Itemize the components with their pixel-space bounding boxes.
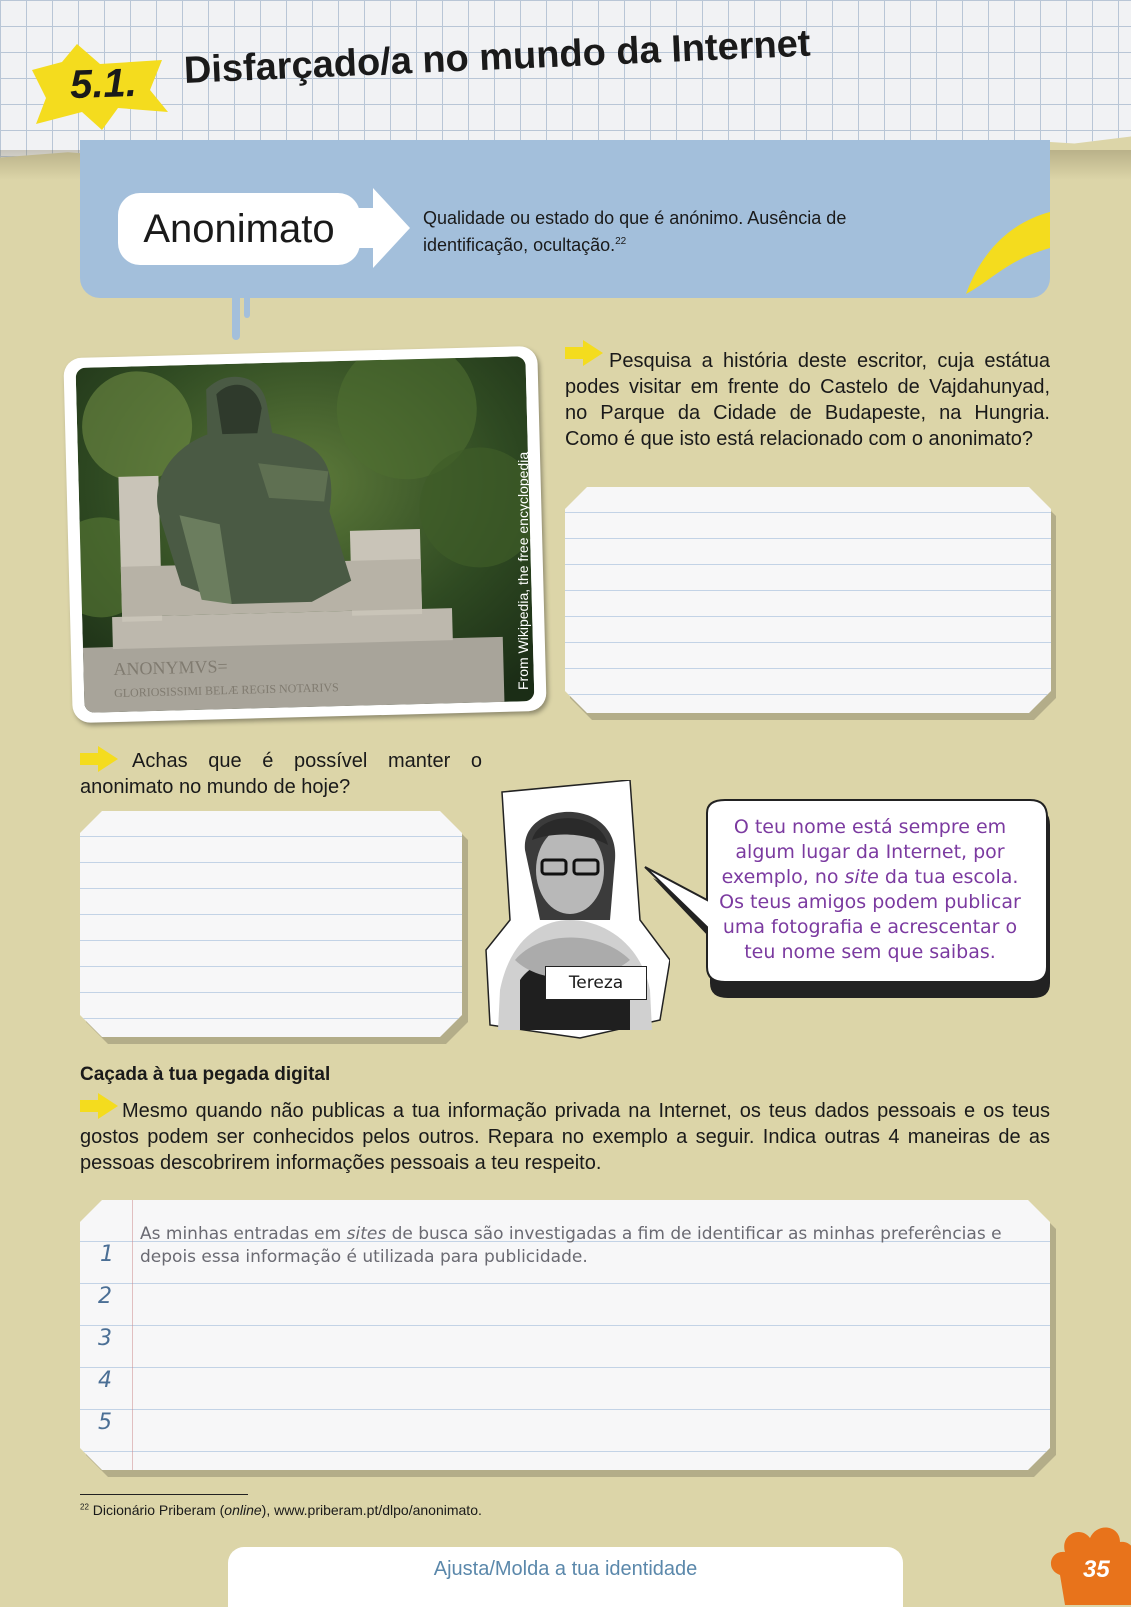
- inscription-line2: GLORIOSISSIMI BELÆ REGIS NOTARIVS: [113, 680, 339, 701]
- row-number-1: 1: [100, 1242, 114, 1267]
- row-number-4: 4: [98, 1368, 112, 1393]
- inscription-line1: ANONYMVS=: [113, 656, 228, 680]
- section-heading: Caçada à tua pegada digital: [80, 1064, 331, 1085]
- arrow-right-icon: [355, 188, 410, 268]
- footer-title: Ajusta/Molda a tua identidade: [433, 1558, 698, 1580]
- paint-drip: [244, 290, 250, 318]
- footprint-instructions: Mesmo quando não publicas a tua informação privada na Internet, os teus dados pessoais e os teus gostos podem ser conhecidos pelos outros. Repara no exemplo a seguir. Indica outras 4 maneiras de as pessoas descobrirem informações pessoais a teu respeito.: [80, 1100, 1050, 1174]
- footnote-ref: 22: [615, 236, 627, 247]
- page-title: Disfarçado/a no mundo da Internet: [183, 22, 812, 92]
- answer-box-question2[interactable]: [80, 811, 462, 1037]
- yellow-swoosh-icon: [962, 210, 1052, 300]
- footnote: $^{22}$ Dicionário Priberam (online), www.priberam.pt/dlpo/anonimato.: [80, 1502, 482, 1518]
- footnote-rule: [80, 1494, 248, 1495]
- row-number-5: 5: [98, 1410, 112, 1435]
- tereza-name-label: Tereza: [545, 966, 647, 1000]
- row-number-2: 2: [98, 1284, 112, 1309]
- definition-text: Qualidade ou estado do que é anónimo. Ausência de identificação, ocultação.$^{22}$: [423, 208, 847, 255]
- anonymus-statue-photo: [76, 356, 535, 713]
- question2-text: Achas que é possível manter o anonimato no mundo de hoje?: [80, 750, 482, 798]
- example-answer: As minhas entradas em sites de busca são investigadas a fim de identificar as minhas preferências e depois essa informação é utilizada para publicidade.: [140, 1224, 1002, 1267]
- section-number: 5.1.: [69, 60, 138, 108]
- answer-box-question1[interactable]: [565, 487, 1051, 713]
- page-number: 35: [1083, 1556, 1110, 1583]
- question1-text: Pesquisa a história deste escritor, cuja estátua podes visitar em frente do Castelo de Vajdahunyad, no Parque da Cidade de Budapeste, na Hungria. Como é que isto está relacionado com o anonimato?: [565, 350, 1050, 450]
- table-margin-line: [132, 1200, 133, 1470]
- definition-term: Anonimato: [143, 207, 335, 251]
- tereza-speech-text: O teu nome está sempre em algum lugar da Internet, por exemplo, no site da tua escola. Os teus amigos podem publicar uma fotografia e acrescentar o teu nome sem que saibas.: [719, 816, 1021, 963]
- paint-drip: [232, 290, 240, 340]
- photo-credit: From Wikipedia, the free encyclopedia: [515, 451, 531, 690]
- row-number-3: 3: [98, 1326, 112, 1351]
